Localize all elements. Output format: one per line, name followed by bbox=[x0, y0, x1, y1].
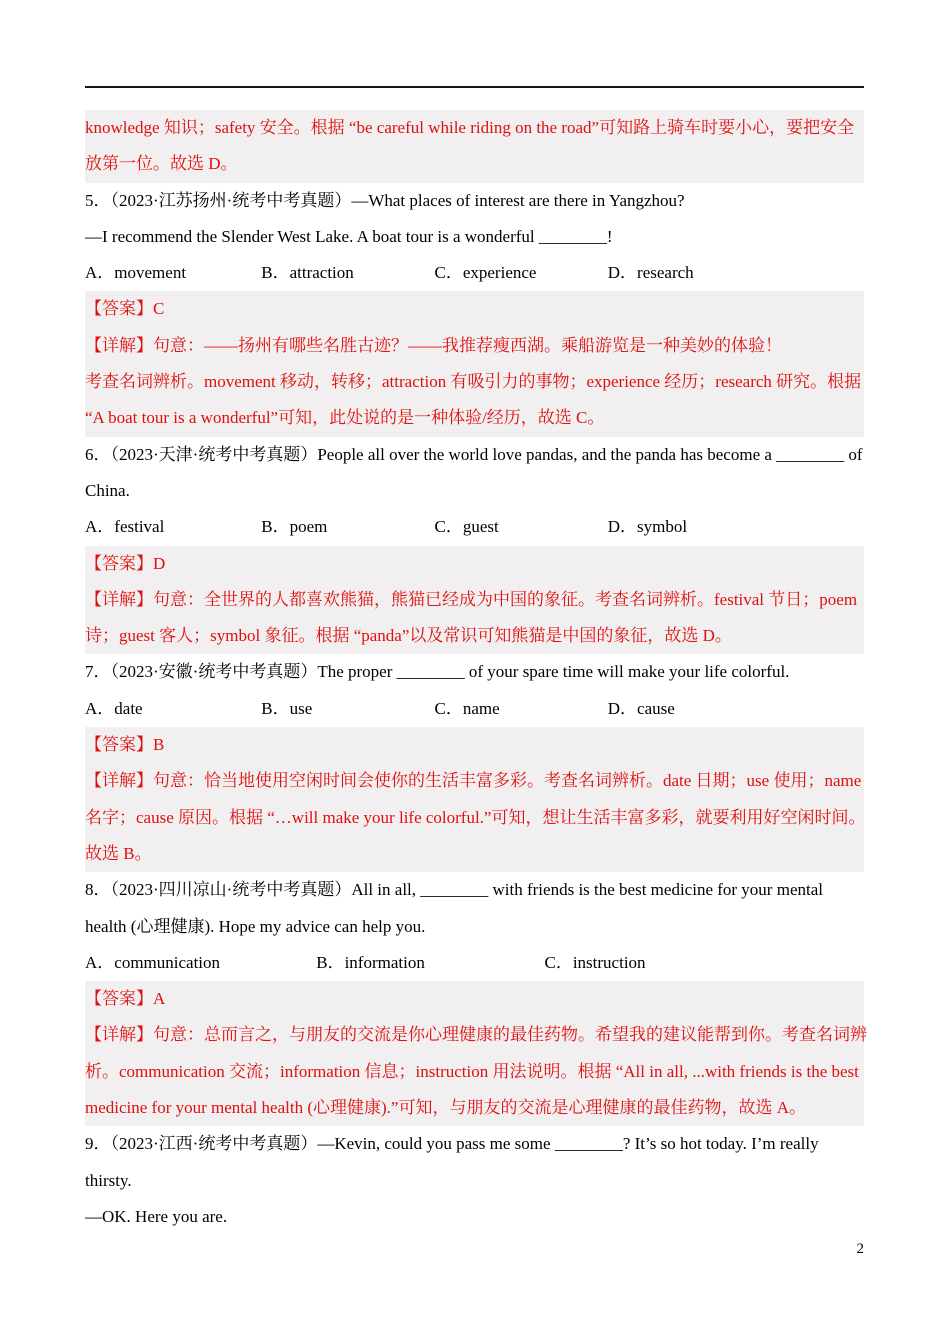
question-stem-line: 7．（2023·安徽·统考中考真题）The proper ________ of your spare time will make your life colorful. bbox=[85, 662, 790, 682]
page-content bbox=[85, 110, 867, 1235]
answer-label-line: 【答案】D bbox=[85, 553, 166, 573]
answer-block-q8 bbox=[85, 981, 867, 1126]
explanation-line: 考查名词辨析。movement 移动，转移；attraction 有吸引力的事物；experience 经历；research 研究。根据 bbox=[85, 372, 862, 392]
question-stem-line: 6．（2023·天津·统考中考真题）People all over the world love pandas, and the panda has become a ________ of bbox=[85, 444, 863, 464]
explanation-line: 故选 B。 bbox=[85, 843, 152, 863]
options-row bbox=[85, 691, 864, 727]
option-d: D．cause bbox=[607, 698, 675, 718]
explanation-line: 名字；cause 原因。根据 “…will make your life colorful.”可知，想让生活丰富多彩，就要利用好空闲时间。 bbox=[85, 807, 866, 827]
question-stem-line: 5．（2023·江苏扬州·统考中考真题）—What places of interest are there in Yangzhou? bbox=[85, 190, 685, 210]
header-rule bbox=[85, 86, 864, 88]
question-7 bbox=[85, 654, 864, 727]
options-row bbox=[85, 509, 864, 545]
question-stem-line: —OK. Here you are. bbox=[85, 1206, 228, 1226]
options-row bbox=[85, 255, 864, 291]
explanation-line: 放第一位。故选 D。 bbox=[85, 154, 238, 174]
explanation-line: 【详解】句意：恰当地使用空闲时间会使你的生活丰富多彩。考查名词辨析。date 日期；use 使用；name bbox=[85, 771, 862, 791]
explanation-line: “A boat tour is a wonderful”可知，此处说的是一种体验/经历，故选 C。 bbox=[85, 408, 605, 428]
question-stem-line: —I recommend the Slender West Lake. A boat tour is a wonderful ________! bbox=[85, 226, 613, 246]
options-row bbox=[85, 945, 864, 981]
explanation-line: knowledge 知识；safety 安全。根据 “be careful while riding on the road”可知路上骑车时要小心，要把安全 bbox=[85, 118, 855, 137]
explanation-line: medicine for your mental health (心理健康).”可知，与朋友的交流是心理健康的最佳药物，故选 A。 bbox=[85, 1098, 806, 1118]
option-a: A．festival bbox=[85, 517, 165, 537]
question-stem-line: 9．（2023·江西·统考中考真题）—Kevin, could you pass me some ________? It’s so hot today. I’m really bbox=[85, 1134, 819, 1154]
option-a: A．communication bbox=[85, 952, 221, 972]
option-b: B．attraction bbox=[261, 263, 354, 283]
option-c: C．experience bbox=[434, 263, 537, 283]
answer-label-line: 【答案】C bbox=[85, 299, 165, 319]
option-c: C．guest bbox=[434, 517, 499, 537]
option-d: D．research bbox=[607, 263, 694, 283]
question-9 bbox=[85, 1126, 864, 1235]
option-b: B．poem bbox=[261, 517, 328, 537]
page-number: 2 bbox=[856, 1241, 864, 1257]
option-c: C．name bbox=[434, 698, 500, 718]
answer-block-q5 bbox=[85, 291, 864, 436]
option-b: B．use bbox=[261, 698, 313, 718]
option-c: C．instruction bbox=[544, 952, 646, 972]
explanation-line: 诗；guest 客人；symbol 象征。根据 “panda”以及常识可知熊猫是中国的象征，故选 D。 bbox=[85, 626, 732, 646]
option-a: A．movement bbox=[85, 263, 187, 283]
answer-label-line: 【答案】A bbox=[85, 989, 166, 1009]
question-stem-line: 8．（2023·四川凉山·统考中考真题）All in all, ________ with friends is the best medicine for your mental bbox=[85, 880, 823, 900]
question-stem-line: China. bbox=[85, 480, 130, 500]
explanation-line: 【详解】句意：全世界的人都喜欢熊猫，熊猫已经成为中国的象征。考查名词辨析。festival 节日；poem bbox=[85, 589, 858, 609]
question-stem-line: health (心理健康). Hope my advice can help you. bbox=[85, 916, 426, 936]
explanation-line: 【详解】句意：——扬州有哪些名胜古迹？——我推荐瘦西湖。乘船游览是一种美妙的体验！ bbox=[85, 335, 782, 355]
question-8 bbox=[85, 872, 864, 981]
explanation-line: 析。communication 交流；information 信息；instruction 用法说明。根据 “All in all, ...with friends is the best bbox=[85, 1061, 859, 1081]
answer-label-line: 【答案】B bbox=[85, 735, 165, 755]
option-d: D．symbol bbox=[607, 517, 688, 537]
answer-block-q6 bbox=[85, 546, 864, 655]
question-6 bbox=[85, 437, 864, 546]
question-5 bbox=[85, 183, 864, 292]
option-b: B．information bbox=[316, 952, 425, 972]
explanation-line: 【详解】句意：总而言之，与朋友的交流是你心理健康的最佳药物。希望我的建议能帮到你。考查名词辨 bbox=[85, 1025, 867, 1045]
carryover-explanation-block bbox=[85, 110, 864, 183]
question-stem-line: thirsty. bbox=[85, 1170, 132, 1190]
answer-block-q7 bbox=[85, 727, 864, 872]
option-a: A．date bbox=[85, 698, 143, 718]
